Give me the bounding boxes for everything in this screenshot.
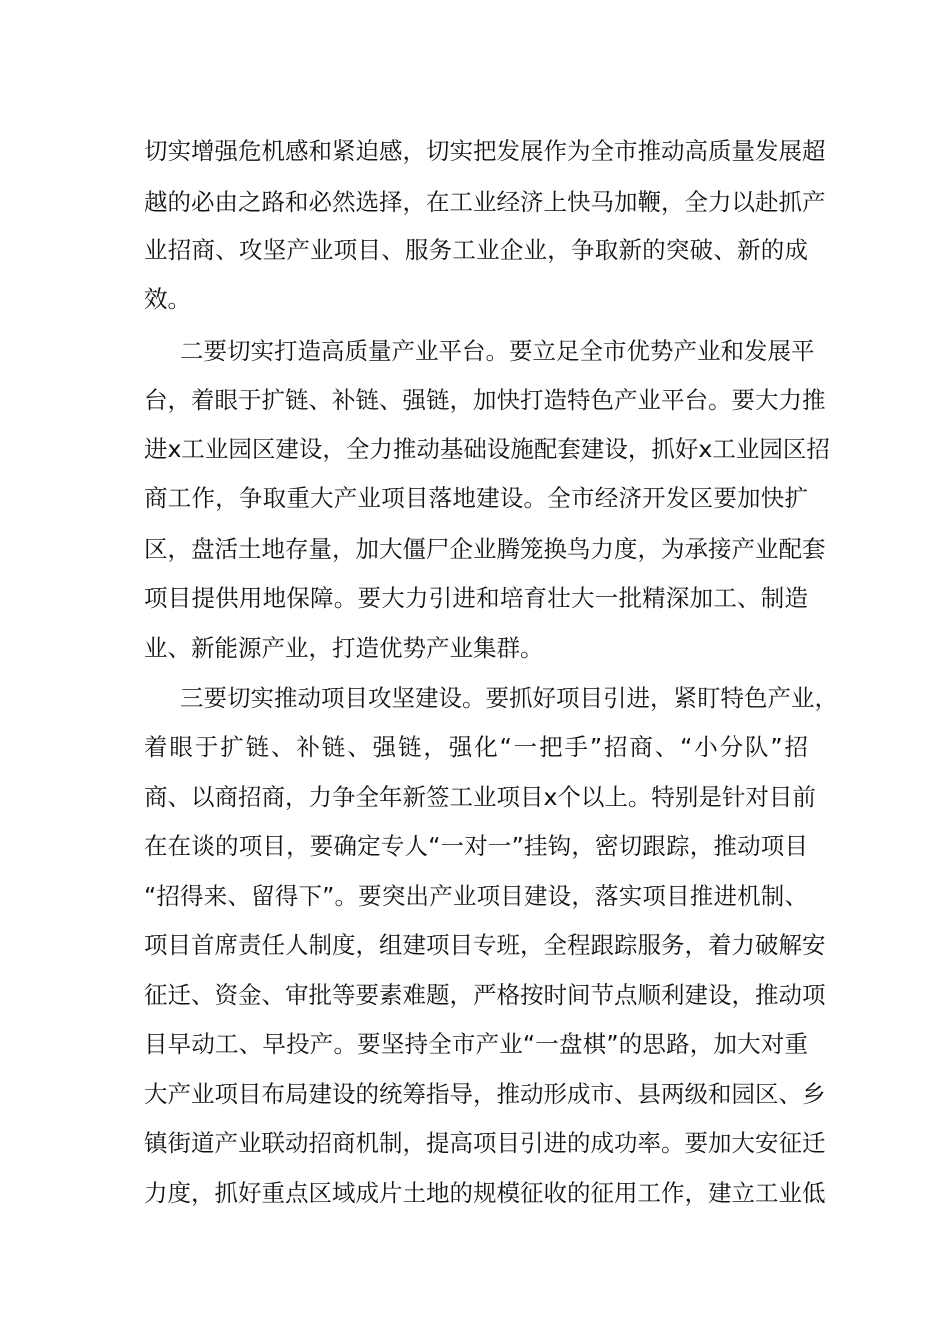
paragraph-2-line-1: 二要切实打造高质量产业平台。要立足全市优势产业和发展平 xyxy=(180,337,815,365)
paragraph-3-line-1: 三要切实推动项目攻坚建设。要抓好项目引进，紧盯特色产业， xyxy=(180,684,838,712)
paragraph-3-line-8: 目早动工、早投产。要坚持全市产业“一盘棋”的思路，加大对重 xyxy=(144,1030,808,1058)
paragraph-2-line-4: 商工作，争取重大产业项目落地建设。全市经济开发区要加快扩 xyxy=(144,484,808,512)
paragraph-2-line-5: 区，盘活土地存量，加大僵尸企业腾笼换鸟力度，为承接产业配套 xyxy=(144,535,826,563)
paragraph-2-line-7: 业、新能源产业，打造优势产业集群。 xyxy=(144,634,544,662)
paragraph-1-line-4: 效。 xyxy=(144,285,191,313)
paragraph-1-line-3: 业招商、攻坚产业项目、服务工业企业，争取新的突破、新的成 xyxy=(144,236,808,264)
paragraph-3-line-4: 在在谈的项目，要确定专人“一对一”挂钩，密切跟踪，推动项目 xyxy=(144,832,808,860)
paragraph-1-line-2: 越的必由之路和必然选择，在工业经济上快马加鞭，全力以赴抓产 xyxy=(144,188,826,216)
paragraph-1-line-1: 切实增强危机感和紧迫感，切实把发展作为全市推动高质量发展超 xyxy=(144,137,826,165)
paragraph-2-line-3: 进x工业园区建设，全力推动基础设施配套建设，抓好x工业园区招 xyxy=(144,435,830,463)
paragraph-3-line-11: 力度，抓好重点区域成片土地的规模征收的征用工作，建立工业低 xyxy=(144,1179,826,1207)
paragraph-3-line-10: 镇街道产业联动招商机制，提高项目引进的成功率。要加大安征迁 xyxy=(144,1129,826,1157)
paragraph-3-line-2: 着眼于扩链、补链、强链，强化“一把手”招商、“小分队”招 xyxy=(144,733,808,761)
paragraph-3-line-9: 大产业项目布局建设的统筹指导，推动形成市、县两级和园区、乡 xyxy=(144,1080,826,1108)
paragraph-2-line-6: 项目提供用地保障。要大力引进和培育壮大一批精深加工、制造 xyxy=(144,584,808,612)
paragraph-3-line-5: “招得来、留得下”。要突出产业项目建设，落实项目推进机制、 xyxy=(144,882,808,910)
paragraph-2-line-2: 台，着眼于扩链、补链、强链，加快打造特色产业平台。要大力推 xyxy=(144,386,826,414)
paragraph-3-line-7: 征迁、资金、审批等要素难题，严格按时间节点顺利建设，推动项 xyxy=(144,981,826,1009)
paragraph-3-line-3: 商、以商招商，力争全年新签工业项目x个以上。特别是针对目前 xyxy=(144,783,816,811)
paragraph-3-line-6: 项目首席责任人制度，组建项目专班，全程跟踪服务，着力破解安 xyxy=(144,931,826,959)
